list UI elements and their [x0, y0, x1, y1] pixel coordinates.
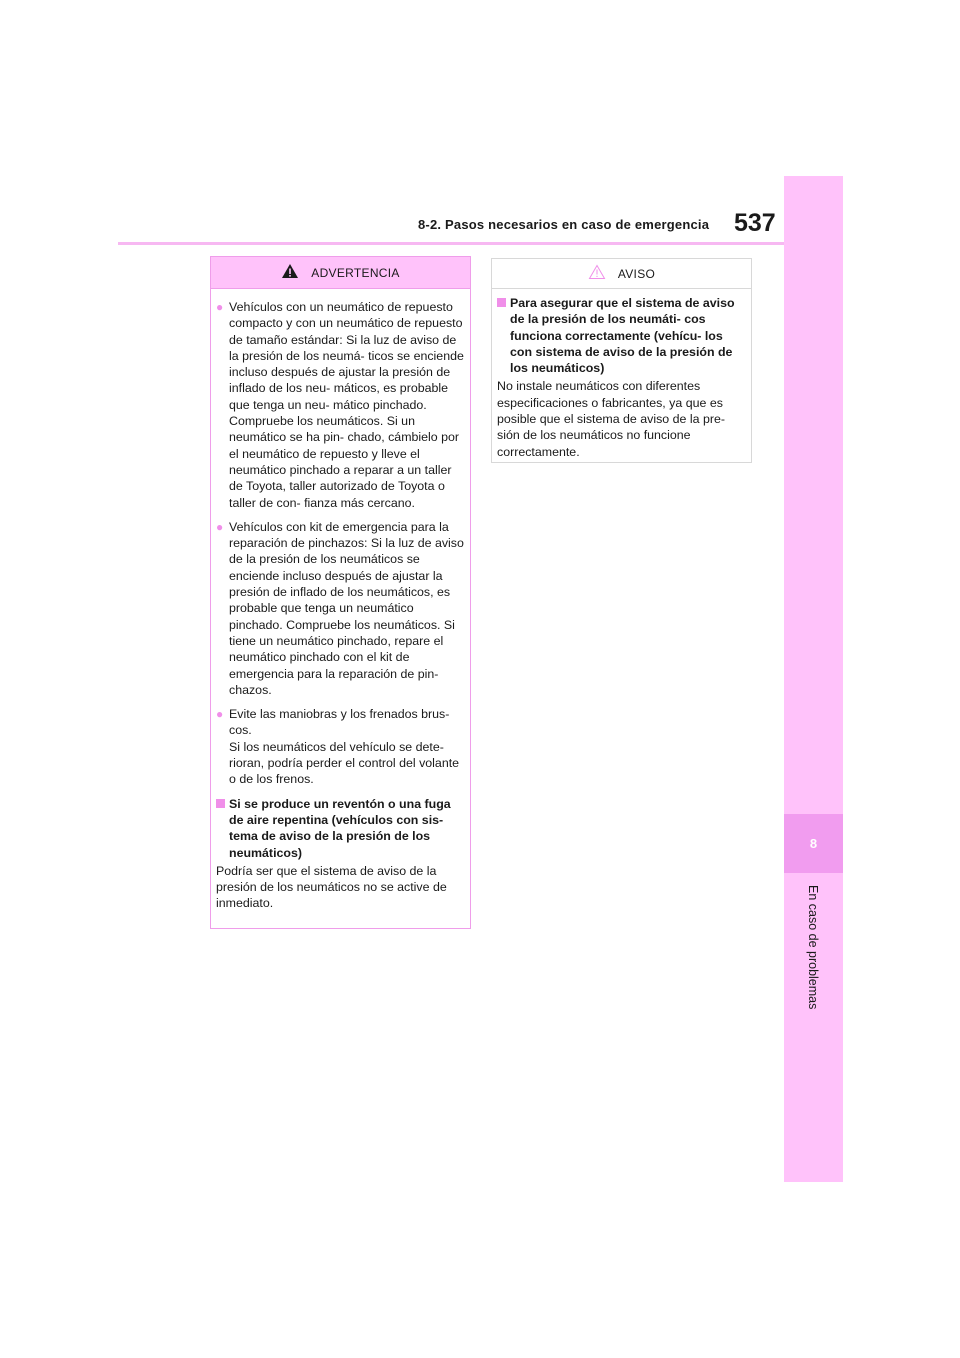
bullet-dot-icon: ●: [216, 707, 224, 722]
bullet-dot-icon: ●: [216, 519, 224, 534]
warning-box: [210, 256, 471, 929]
warning-bullet-3-line-1: Evite las maniobras y los frenados brus- cos.: [229, 707, 450, 738]
caution-triangle-icon: [588, 264, 606, 283]
list-item: [216, 299, 465, 511]
header-divider: [118, 242, 784, 245]
section-title: 8-2. Pasos necesarios en caso de emergencia: [418, 217, 710, 232]
chapter-label: En caso de problemas: [806, 885, 820, 1010]
notice-title: AVISO: [617, 266, 656, 281]
page-number: 537: [734, 209, 776, 237]
warning-title: ADVERTENCIA: [311, 265, 400, 280]
warning-triangle-icon: [281, 263, 299, 282]
square-bullet-icon: [497, 295, 510, 376]
notice-header: [492, 259, 751, 289]
warning-subheading-text: Podría ser que el sistema de aviso de la presión de los neumáticos no se active de inmediato.: [216, 863, 447, 911]
list-item: [216, 796, 465, 861]
bullet-dot-icon: ●: [216, 300, 224, 314]
list-item: [497, 295, 746, 376]
notice-text: No instale neumáticos con diferentes especificaciones o fabricantes, ya que es posible que el sistema de aviso de la pre- sión de los neumáticos no funcione correctamente.: [497, 379, 725, 459]
list-item: [216, 706, 465, 787]
warning-body: [211, 289, 470, 912]
warning-subheading: Si se produce un reventón o una fuga de aire repentina (vehículos con sis- tema de aviso de la presión de los neumáticos): [229, 796, 451, 860]
warning-header: [211, 257, 470, 289]
chapter-number-box: [784, 814, 843, 873]
chapter-side-tab: [784, 176, 843, 1182]
warning-bullet-2: Vehículos con kit de emergencia para la reparación de pinchazos: Si la luz de aviso de la presión de los neumáticos se enciende incluso después de ajustar la presión de inflado de los neumáticos, es probable que tenga un neumático pinchado. Compruebe los neumáticos. Si tiene un neumático pinchado, repare el neumático pinchado con el kit de emergencia para la reparación de pin- chazos.: [229, 519, 464, 697]
notice-subheading: Para asegurar que el sistema de aviso de la presión de los neumáti- cos funciona correctamente (vehícu- los con sistema de aviso de la presión de los neumáticos): [510, 296, 735, 376]
notice-box: [491, 258, 752, 463]
list-item: [216, 519, 465, 698]
square-bullet-icon: [216, 796, 229, 861]
warning-bullet-3-line-2: Si los neumáticos del vehículo se dete- rioran, podría perder el control del volante o de los frenos.: [229, 739, 460, 787]
notice-body: [492, 289, 751, 460]
warning-bullet-1: Vehículos con un neumático de repuesto compacto y con un neumático de repuesto de tamaño estándar: Si la luz de aviso de la presión de los neumá- ticos se enciende incluso después de ajustar la presión de inflado de los neu- máticos, es probable que tenga un neu- mático pinchado. Compruebe los neumáticos. Si un neumático se ha pin- chado, cámbielo por el neumático de repuesto y lleve el neumático pinchado a reparar a un taller de Toyota, taller autorizado de Toyota o taller de con- fianza más cercano.: [229, 300, 464, 510]
chapter-number: 8: [809, 836, 818, 851]
